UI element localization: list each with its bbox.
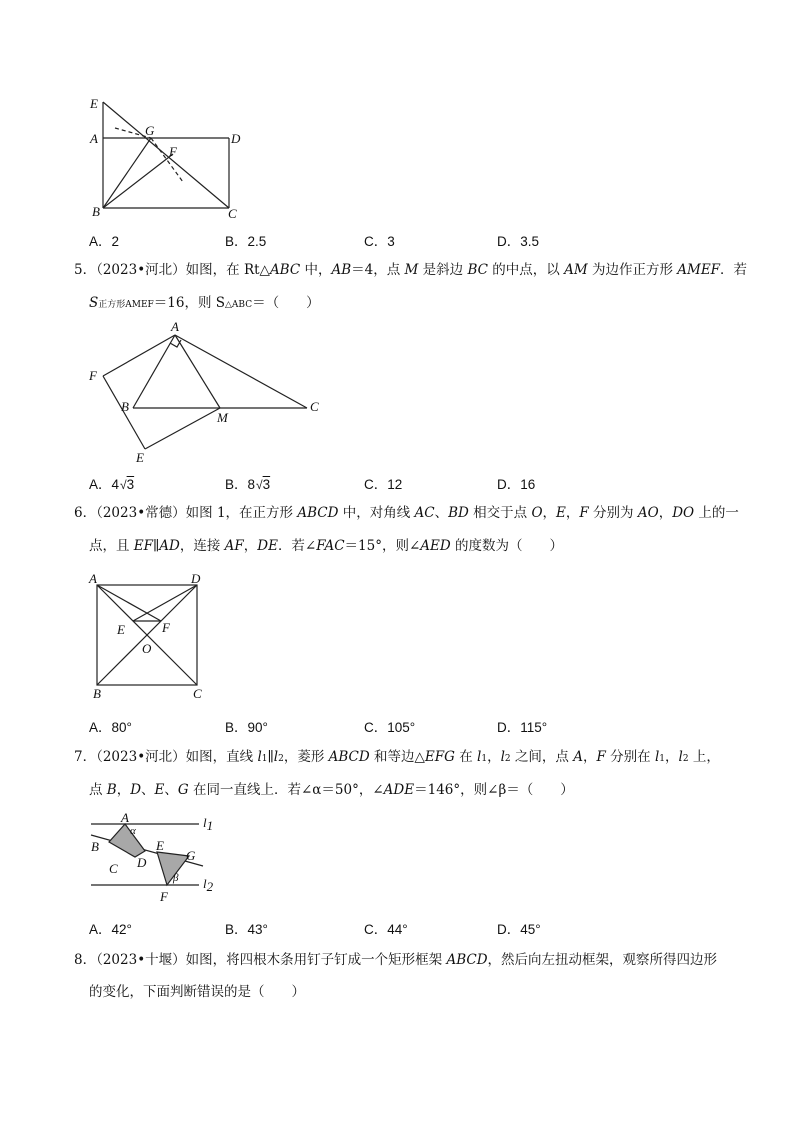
q6-label-b: B: [93, 686, 101, 701]
q4-option-b[interactable]: B．2.5: [225, 234, 267, 249]
q8-stem-line2: 的变化，下面判断错误的是（ ）: [89, 984, 305, 1000]
q6-stem-line1: 6．（2023•常德）如图 1，在正方形 ABCD 中，对角线 AC、BD 相交于点 O，E，F 分别为 AO，DO 上的一: [74, 505, 739, 521]
q5-option-d[interactable]: D．16: [497, 477, 536, 492]
q7-source: （2023•河北）: [96, 749, 186, 765]
q7-option-d[interactable]: D．45°: [497, 922, 541, 937]
q5-option-a[interactable]: A．4√3: [89, 477, 135, 492]
q7-label-l1: l1: [203, 815, 214, 833]
q7-option-c[interactable]: C．44°: [364, 922, 408, 937]
q7-beta: β: [173, 872, 179, 884]
q7-stem-line2: 点 B，D、E、G 在同一直线上．若∠α＝50°，∠ADE＝146°，则∠β＝（ ）: [89, 782, 574, 798]
q4-label-a: A: [90, 131, 98, 146]
q8-number: 8．: [74, 952, 97, 968]
q4-label-f: F: [169, 144, 177, 159]
q7-option-a[interactable]: A．42°: [89, 922, 132, 937]
q5-source: （2023•河北）: [96, 262, 186, 278]
q5-option-c[interactable]: C．12: [364, 477, 403, 492]
q6-option-c[interactable]: C．105°: [364, 720, 416, 735]
q6-option-d[interactable]: D．115°: [497, 720, 548, 735]
q7-number: 7．: [74, 749, 97, 765]
q4-label-c: C: [228, 206, 237, 221]
q6-source: （2023•常德）: [96, 505, 186, 521]
q7-label-a: A: [121, 810, 129, 825]
q5-number: 5．: [74, 262, 97, 278]
q5-figure: [85, 314, 330, 469]
q5-option-b[interactable]: B．8√3: [225, 477, 271, 492]
q5-stem-line1: 5．（2023•河北）如图，在 Rt△ABC 中，AB＝4，点 M 是斜边 BC 的中点，以 AM 为边作正方形 AMEF．若: [74, 262, 748, 278]
q6-option-a[interactable]: A．80°: [89, 720, 132, 735]
q4-label-d: D: [231, 131, 241, 146]
q7-label-f: F: [160, 889, 168, 904]
q5-label-c: C: [310, 399, 319, 414]
q5-label-e: E: [136, 450, 144, 465]
q6-number: 6．: [74, 505, 97, 521]
q7-label-g: G: [186, 848, 196, 863]
q6-label-f: F: [162, 620, 170, 635]
q5-stem-line2: S正方形AMEF＝16，则 S△ABC＝（ ）: [89, 295, 320, 311]
q7-label-b: B: [91, 839, 99, 854]
q8-source: （2023•十堰）: [96, 952, 186, 968]
q7-option-b[interactable]: B．43°: [225, 922, 268, 937]
q4-option-d[interactable]: D．3.5: [497, 234, 540, 249]
q7-figure: [85, 810, 225, 910]
q6-label-c: C: [193, 686, 202, 701]
q7-label-d: D: [137, 855, 147, 870]
q5-label-m: M: [217, 410, 228, 425]
q4-option-a[interactable]: A．2: [89, 234, 120, 249]
q5-label-f: F: [89, 368, 97, 383]
q6-option-b[interactable]: B．90°: [225, 720, 268, 735]
q7-alpha: α: [130, 825, 136, 837]
q7-label-e: E: [156, 838, 164, 853]
q6-label-e: E: [117, 622, 125, 637]
q6-label-o: O: [142, 641, 152, 656]
q4-label-g: G: [145, 123, 155, 138]
q6-stem-line2: 点，且 EF∥AD，连接 AF，DE．若∠FAC＝15°，则∠AED 的度数为（ ）: [89, 538, 564, 554]
q6-label-a: A: [89, 571, 97, 586]
q8-stem-line1: 8．（2023•十堰）如图，将四根木条用钉子钉成一个矩形框架 ABCD，然后向左扭动框架，观察所得四边形: [74, 952, 718, 968]
q6-label-d: D: [191, 571, 201, 586]
q7-stem-line1: 7．（2023•河北）如图，直线 l1∥l2，菱形 ABCD 和等边△EFG 在 l1，l2 之间，点 A，F 分别在 l1，l2 上，: [74, 749, 720, 765]
q7-label-c: C: [109, 861, 118, 876]
q4-figure: [85, 92, 255, 222]
q4-label-b: B: [92, 204, 100, 219]
q6-figure: [85, 566, 215, 706]
q4-option-c[interactable]: C．3: [364, 234, 395, 249]
q5-label-b: B: [121, 399, 129, 414]
q5-label-a: A: [171, 319, 179, 334]
q7-label-l2: l2: [203, 876, 214, 894]
q4-label-e: E: [90, 96, 98, 111]
